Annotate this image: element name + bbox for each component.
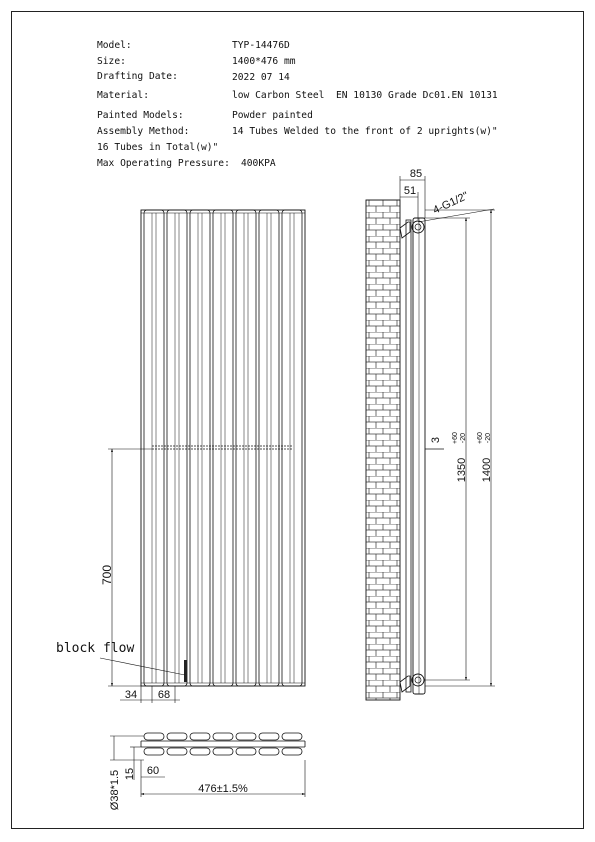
painted-label: Painted Models: <box>97 110 184 121</box>
top-tube-section <box>259 748 279 755</box>
side-view <box>366 168 495 700</box>
top-tube-section <box>167 733 187 740</box>
model-label: Model: <box>97 40 132 51</box>
date-value: 2022 07 14 <box>232 72 290 83</box>
dim-85-label: 85 <box>409 168 423 180</box>
pressure-value: 400KPA <box>241 158 276 169</box>
material-label: Material: <box>97 90 149 101</box>
top-tube-section <box>144 748 164 755</box>
top-tube-section <box>236 733 256 740</box>
top-tube-section <box>144 733 164 740</box>
top-tubes <box>144 733 302 755</box>
height-700-label: 700 <box>100 564 114 586</box>
front-view <box>56 210 305 703</box>
bottom-valve <box>412 674 424 686</box>
dim-15-label: 15 <box>124 767 136 781</box>
dim-68-label: 68 <box>157 689 171 701</box>
top-tube-section <box>213 733 233 740</box>
top-tube-section <box>190 748 210 755</box>
front-tube <box>282 210 302 686</box>
assembly-label: Assembly Method: <box>97 126 190 137</box>
radiator-outline <box>141 210 305 686</box>
dim-51-label: 51 <box>403 185 417 197</box>
width-label: 476±1.5% <box>198 783 248 795</box>
front-tube <box>190 210 210 686</box>
top-tube-section <box>190 733 210 740</box>
tol-1350-lower: -20 <box>460 432 467 444</box>
front-tube <box>259 210 279 686</box>
tol-1400-lower: -20 <box>485 432 492 444</box>
pressure-label: Max Operating Pressure: <box>97 158 230 169</box>
top-tube-section <box>282 748 302 755</box>
dim-60-label: 60 <box>146 765 160 777</box>
front-tube <box>167 210 187 686</box>
flow-blocker <box>184 660 187 682</box>
front-tubes <box>144 210 302 686</box>
top-tube-section <box>236 748 256 755</box>
dim-34-label: 34 <box>124 689 138 701</box>
tubes-total: 16 Tubes in Total(w)" <box>97 142 219 153</box>
top-tube-section <box>282 733 302 740</box>
tol-1350-upper: +60 <box>452 432 459 444</box>
dim-1400-label: 1400 <box>481 457 493 483</box>
model-value: TYP-14476D <box>232 40 290 51</box>
size-value: 1400*476 mm <box>232 56 296 67</box>
dim-3-label: 3 <box>430 436 442 444</box>
brick-wall <box>366 200 400 700</box>
diameter-label: Ø38*1.5 <box>109 769 121 811</box>
material-value: low Carbon Steel EN 10130 Grade Dc01.EN 10131 <box>232 90 498 101</box>
block-flow-label: block flow <box>56 641 135 656</box>
tol-1400-upper: +60 <box>477 432 484 444</box>
front-tube <box>144 210 164 686</box>
date-label: Drafting Date: <box>97 71 178 82</box>
thread-label: 4-G1/2" <box>431 189 471 217</box>
size-label: Size: <box>97 56 126 67</box>
painted-value: Powder painted <box>232 110 313 121</box>
dim-1350-label: 1350 <box>456 457 468 483</box>
front-tube <box>213 210 233 686</box>
top-tube-section <box>167 748 187 755</box>
top-valve <box>412 221 424 233</box>
assembly-value: 14 Tubes Welded to the front of 2 uprights(w)" <box>232 126 498 137</box>
front-tube <box>236 210 256 686</box>
top-tube-section <box>213 748 233 755</box>
top-tube-section <box>259 733 279 740</box>
top-view <box>109 733 305 810</box>
